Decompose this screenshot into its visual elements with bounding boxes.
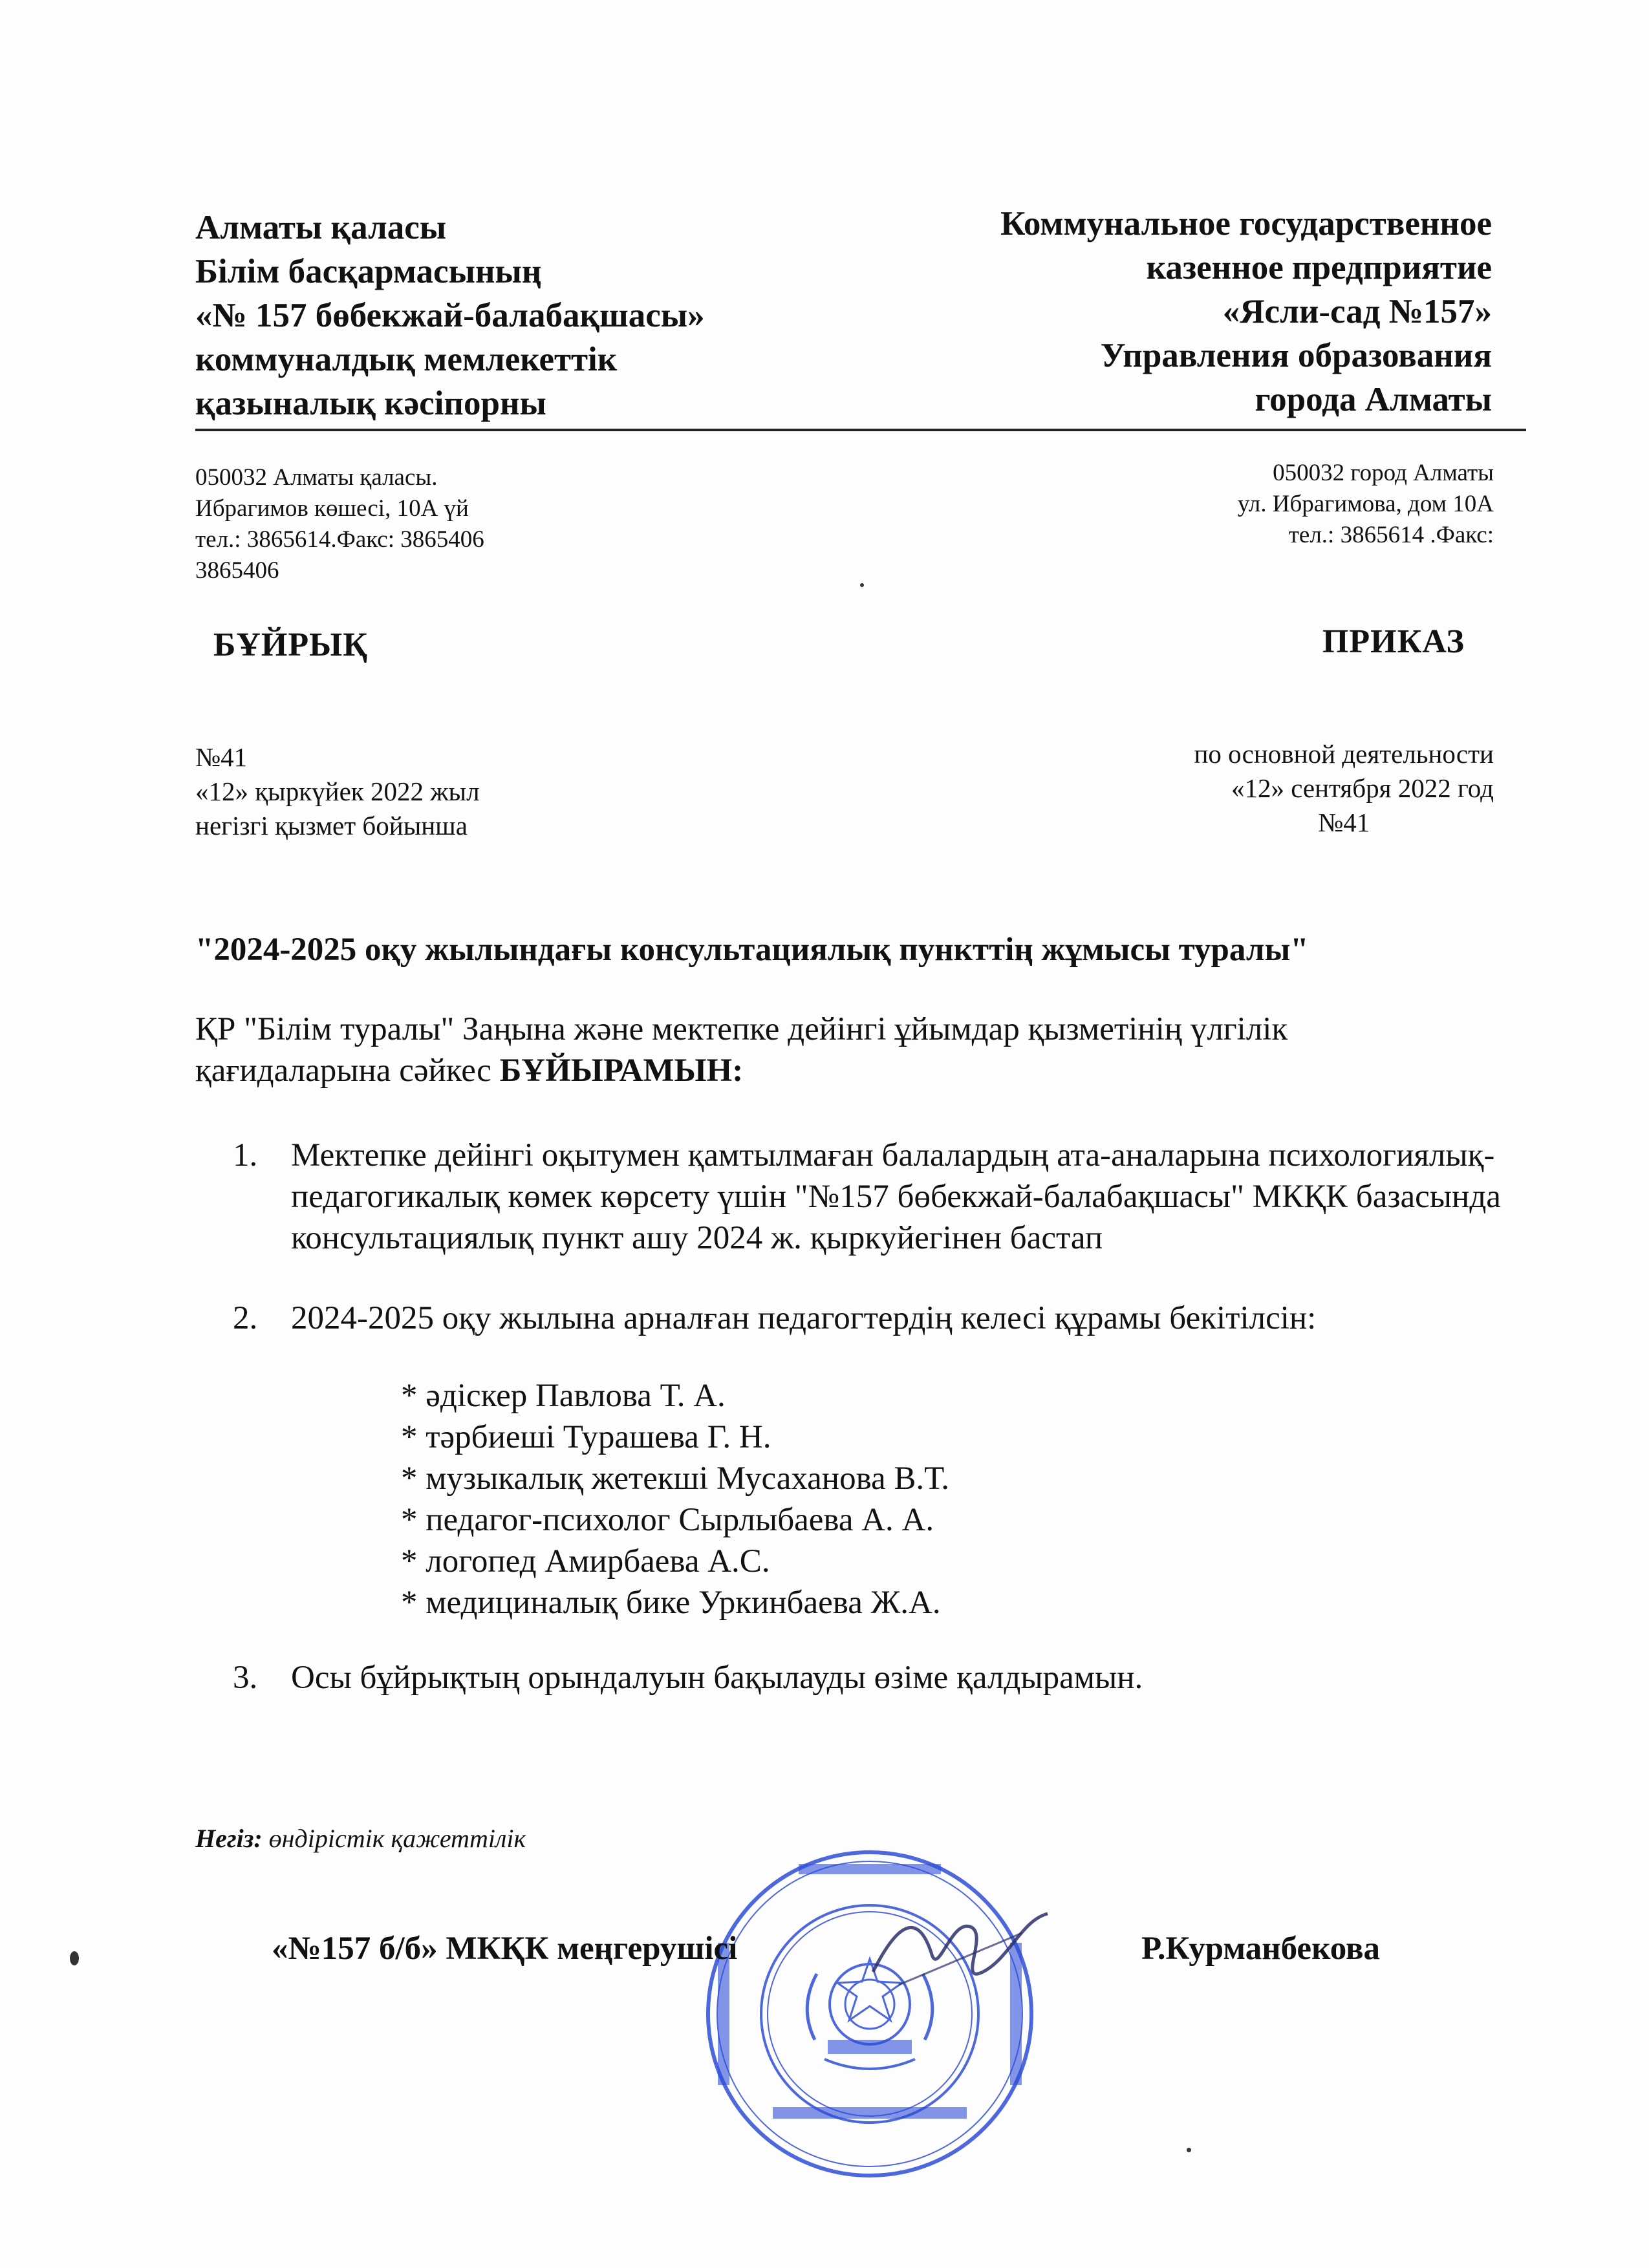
- item-number: 1.: [233, 1137, 258, 1173]
- address-left: [195, 462, 484, 586]
- scan-speck: [860, 583, 864, 587]
- staff-member: * педагог-психолог Сырлыбаева А. А.: [401, 1502, 934, 1538]
- item-text: Мектепке дейінгі оқытумен қамтылмаған балалардың ата-аналарына психологиялық-педагогикалық көмек көрсету үшін "№157 бөбекжай-балабақшасы" МКҚК базасында консультациялық пункт ашу 2024 ж. қыркуйегінен бастап: [291, 1137, 1501, 1256]
- address-right-line: тел.: 3865614 .Факс:: [1288, 522, 1494, 548]
- header-right-line: казенное предприятие: [1146, 249, 1492, 286]
- order-meta-left: [195, 740, 480, 843]
- address-right-line: 050032 город Алматы: [1273, 460, 1494, 486]
- item-text: Осы бұйрықтың орындалуын бақылауды өзіме қалдырамын.: [291, 1660, 1143, 1696]
- basis-text: өндірістік қажеттілік: [262, 1824, 526, 1853]
- order-intro: [195, 1009, 1482, 1091]
- signatory-name: Р.Курманбекова: [1141, 1931, 1381, 1967]
- header-left-line: Алматы қаласы: [195, 209, 447, 246]
- order-basis: [195, 1823, 526, 1854]
- header-left-line: «№ 157 бөбекжай-балабақшасы»: [195, 297, 705, 334]
- order-date: «12» сентября 2022 год: [1231, 773, 1494, 803]
- doc-type-kazakh: БҰЙРЫҚ: [213, 626, 368, 663]
- signatory-position: «№157 б/б» МКҚК меңгерушісі: [272, 1931, 738, 1967]
- order-number: №41: [195, 742, 248, 772]
- address-left-line: тел.: 3865614.Факс: 3865406: [195, 526, 484, 553]
- staff-member: * медициналық бике Уркинбаева Ж.А.: [401, 1585, 941, 1621]
- order-category: негізгі қызмет бойынша: [195, 811, 468, 840]
- scan-speck: [1187, 2148, 1191, 2152]
- list-item: [233, 1657, 1513, 1698]
- staff-member: * логопед Амирбаева А.С.: [401, 1543, 770, 1579]
- order-items: [233, 1135, 1513, 1737]
- item-number: 3.: [233, 1660, 258, 1696]
- intro-emphasis: БҰЙЫРАМЫН:: [499, 1053, 744, 1089]
- address-right-line: ул. Ибрагимова, дом 10А: [1237, 491, 1494, 517]
- header-right-line: Управления образования: [1100, 337, 1492, 374]
- list-item: [233, 1135, 1513, 1259]
- header-right-line: «Ясли-сад №157»: [1222, 293, 1492, 330]
- order-date: «12» қыркүйек 2022 жыл: [195, 776, 480, 806]
- header-right-line: города Алматы: [1255, 381, 1492, 418]
- staff-list: [291, 1375, 1513, 1623]
- order-number: №41: [1318, 808, 1370, 837]
- order-title: "2024-2025 оқу жылындағы консультациялық пункттің жұмысы туралы": [195, 932, 1309, 968]
- intro-text: ҚР "Білім туралы" Заңына және мектепке дейінгі ұйымдар қызметінің үлгілік қағидаларына сәйкес: [195, 1011, 1288, 1089]
- basis-label: Негіз:: [195, 1824, 263, 1853]
- header-left-line: Білім басқармасының: [195, 253, 542, 290]
- scan-speck: [70, 1951, 79, 1965]
- address-left-line: 050032 Алматы қаласы.: [195, 464, 438, 491]
- header-left-line: коммуналдық мемлекеттік: [195, 341, 618, 378]
- handwritten-signature: [860, 1894, 1061, 2004]
- address-left-line: Ибрагимов көшесі, 10А үй: [195, 495, 469, 522]
- address-left-line: 3865406: [195, 557, 279, 584]
- header-right-line: Коммунальное государственное: [1000, 205, 1492, 242]
- address-right: [1238, 458, 1494, 551]
- order-category: по основной деятельности: [1194, 739, 1494, 769]
- staff-member: * әдіскер Павлова Т. А.: [401, 1378, 726, 1414]
- staff-member: * музыкалық жетекші Мусаханова В.Т.: [401, 1460, 949, 1497]
- header-left-kazakh: [195, 206, 705, 425]
- staff-member: * тәрбиеші Турашева Г. Н.: [401, 1419, 771, 1455]
- item-number: 2.: [233, 1300, 258, 1336]
- list-item: [233, 1298, 1513, 1623]
- doc-type-russian: ПРИКАЗ: [1322, 623, 1465, 660]
- item-text: 2024-2025 оқу жылына арналған педагогтердің келесі құрамы бекітілсін:: [291, 1300, 1317, 1336]
- order-meta-right: [1194, 737, 1494, 840]
- header-divider: [195, 429, 1526, 431]
- header-right-russian: [1000, 202, 1492, 422]
- header-left-line: қазыналық кәсіпорны: [195, 385, 546, 422]
